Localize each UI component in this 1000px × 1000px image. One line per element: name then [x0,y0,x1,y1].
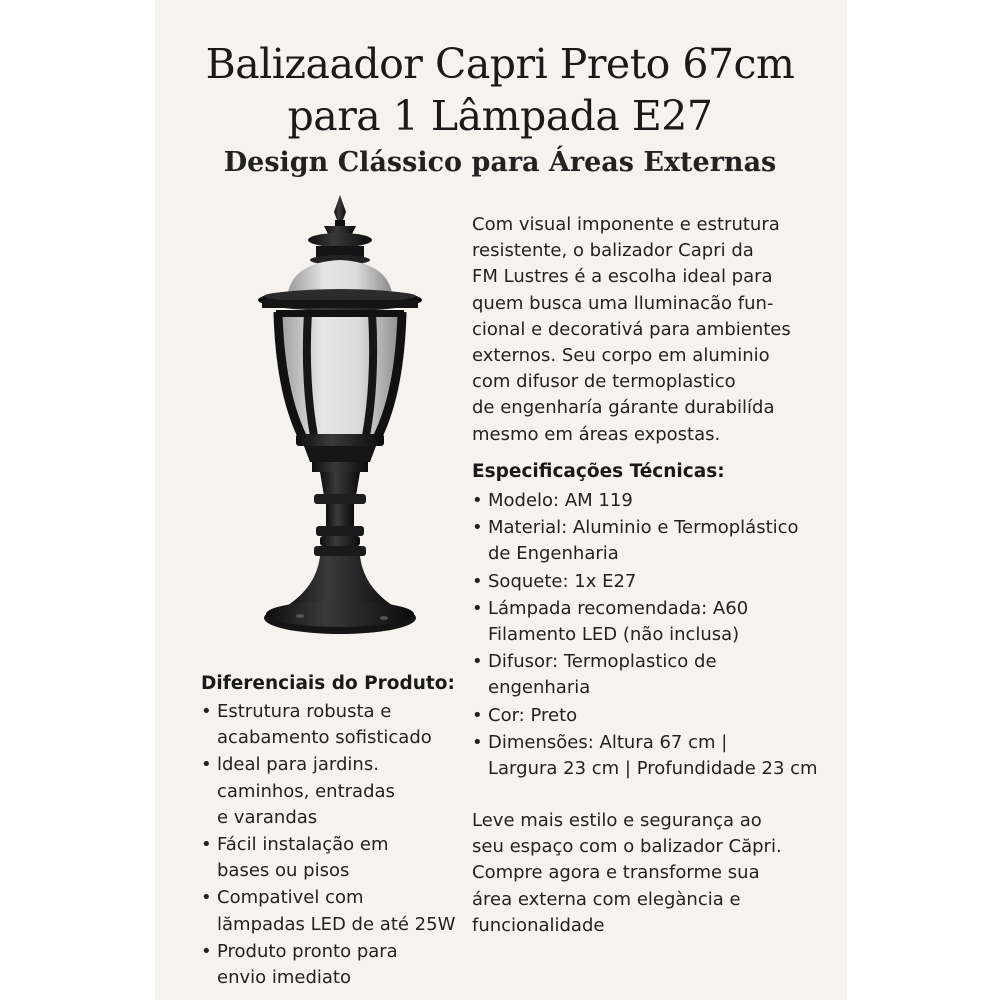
spec-item-socket: • Soquete: 1x E27 [472,569,842,595]
features-heading: Diferenciais do Produto: [201,673,455,694]
spec-item-diffuser: • Difusor: Termoplastico de engenharia [472,649,842,701]
intro-paragraph: Com visual imponente e estrutura resistente, o balizador Capri da FM Lustres é a escolha ideal para quem busca uma lluminacão fun- cional e decorativá para ambientes externos. Seu corpo em aluminio com difusor de termoplastico de engenharía gárante durabilída mesmo em áreas expostas. [472,214,791,445]
specs-list [472,488,842,783]
specs-heading: Especificações Técnicas: [472,461,725,482]
product-title-line2: para 1 Lâmpada E27 [287,92,713,140]
spec-item-model: • Modelo: AM 119 [472,488,842,514]
feature-item: • ldeal para jardins. caminhos, entradas e varandas [201,752,471,831]
spec-item-lamp: • Lámpada recomendada: A60 Filamento LED (não inclusa) [472,596,842,648]
features-list [201,699,471,992]
product-title-line1: Balizaador Capri Preto 67cm [205,40,795,88]
feature-item: • Produto pronto para envio imediato [201,939,471,991]
bollard-lamp-image [250,190,430,655]
spec-item-material: • Material: Aluminio e Termoplástico de Engenharia [472,515,842,567]
feature-item: • Fácil instalação em bases ou pisos [201,832,471,884]
spec-item-dimensions: • Dimensões: Altura 67 cm | Largura 23 cm | Profundidade 23 cm [472,730,842,782]
closing-paragraph: Leve mais estilo e segurança ao seu espaço com o balizador Căpri. Compre agora e transforme sua área externa com elegància e funcionalidade [472,810,782,936]
product-subtitle: Design Clássico para Áreas Externas [223,147,777,178]
spec-item-color: • Cor: Preto [472,703,842,729]
feature-item: • Estrutura robusta e acabamento sofisticado [201,699,471,751]
feature-item: • Compativel com lămpadas LED de até 25W [201,885,471,937]
